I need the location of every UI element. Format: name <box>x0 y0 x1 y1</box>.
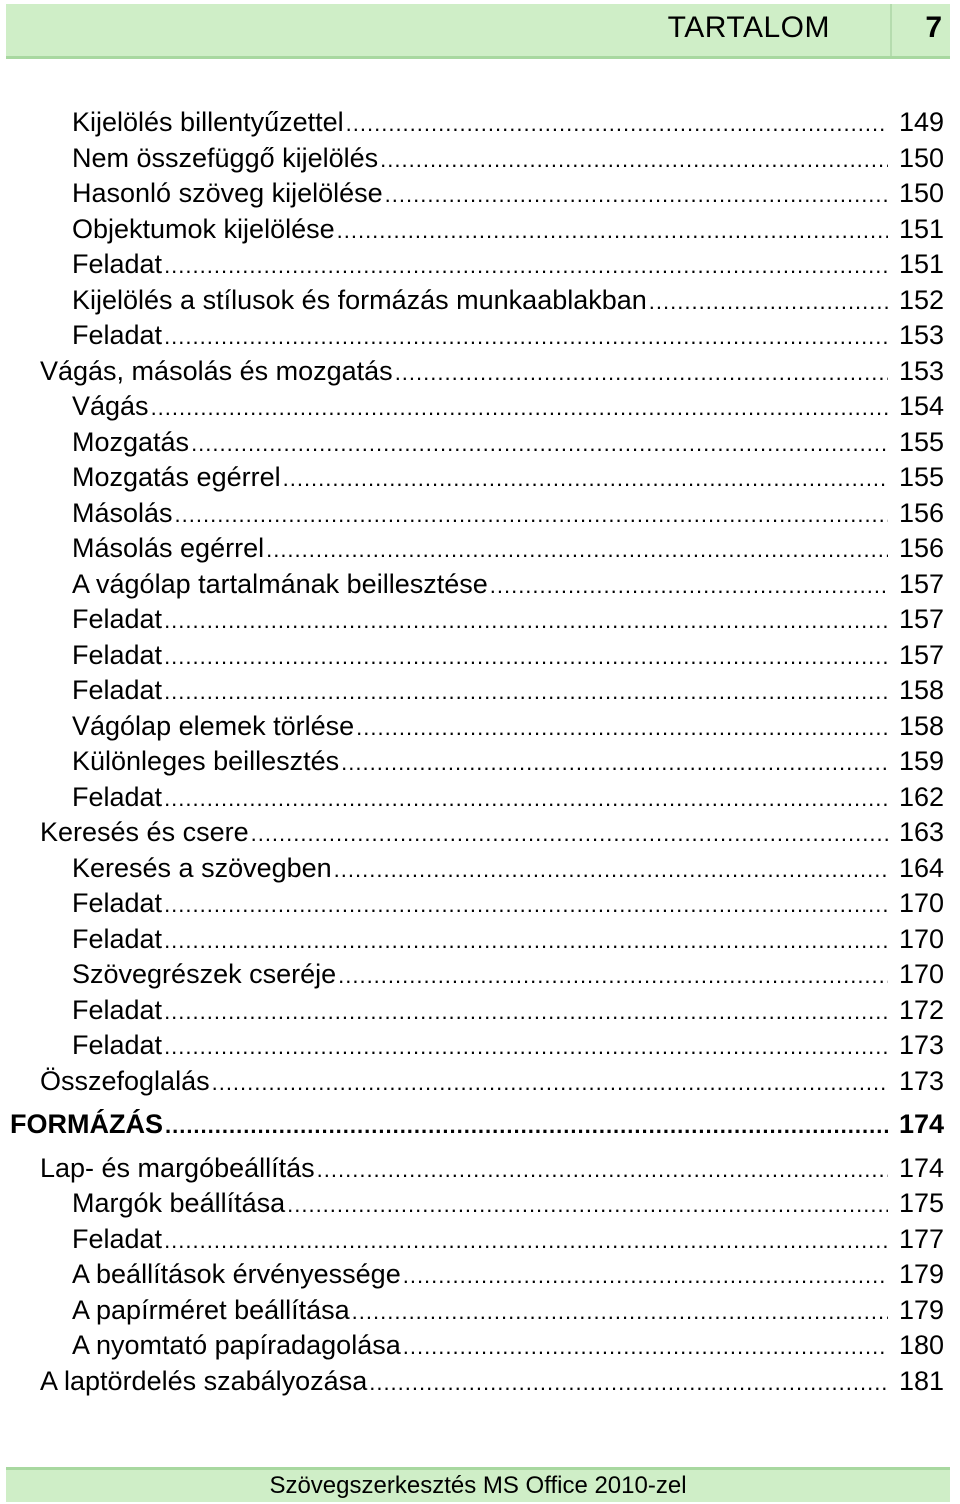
toc-dot-leader <box>403 1329 888 1365</box>
toc-dot-leader <box>212 1065 888 1101</box>
toc-entry[interactable] <box>0 353 960 389</box>
toc-entry-page: 162 <box>898 781 944 812</box>
toc-entry-title: Összefoglalás <box>40 1065 210 1096</box>
toc-entry-title: Objektumok kijelölése <box>72 213 335 244</box>
toc-entry-page: 151 <box>898 213 944 244</box>
toc-dot-leader <box>164 674 888 710</box>
toc-entry[interactable] <box>0 424 960 460</box>
toc-entry-title: A beállítások érvényessége <box>72 1259 401 1289</box>
toc-dot-leader <box>251 816 888 852</box>
toc-entry-title: Lap- és margóbeállítás <box>40 1152 315 1183</box>
toc-entry[interactable] <box>0 317 960 353</box>
toc-entry-title: Feladat <box>72 675 163 705</box>
toc-entry-page: 154 <box>898 391 944 421</box>
header-title: TARTALOM <box>667 11 830 44</box>
toc-entry-page: 174 <box>898 1109 944 1139</box>
toc-entry[interactable] <box>0 637 960 673</box>
toc-entry[interactable] <box>0 211 960 247</box>
toc-entry[interactable] <box>0 779 960 815</box>
toc-entry-title: Különleges beillesztés <box>72 746 340 776</box>
toc-entry-page: 158 <box>898 675 944 705</box>
toc-entry[interactable] <box>0 246 960 282</box>
toc-dot-leader <box>191 426 888 462</box>
toc-entry-title: Feladat <box>72 639 163 670</box>
toc-entry-title: Vágás <box>72 391 149 421</box>
toc-dot-leader <box>385 177 888 213</box>
toc-entry[interactable] <box>0 1063 960 1099</box>
toc-entry-title: A laptördelés szabályozása <box>40 1365 368 1396</box>
toc-entry[interactable] <box>0 1027 960 1063</box>
toc-entry-title: Feladat <box>72 994 163 1025</box>
toc-entry-page: 157 <box>898 604 944 634</box>
toc-entry-title: Feladat <box>72 888 163 918</box>
toc-entry-title: Feladat <box>72 1030 163 1060</box>
toc-entry-title: Mozgatás <box>72 426 190 457</box>
toc-entry[interactable] <box>0 175 960 211</box>
toc-entry-page: 151 <box>898 249 944 279</box>
toc-dot-leader <box>164 603 888 639</box>
toc-entry-title: FORMÁZÁS <box>10 1109 163 1139</box>
toc-entry-page: 181 <box>898 1365 944 1396</box>
toc-dot-leader <box>164 248 888 284</box>
toc-entry[interactable] <box>0 743 960 779</box>
toc-entry[interactable] <box>0 566 960 602</box>
toc-dot-leader <box>164 781 888 817</box>
toc-dot-leader <box>341 745 888 781</box>
toc-dot-leader <box>346 106 888 142</box>
toc-entry[interactable] <box>0 956 960 992</box>
toc-entry-title: Kijelölés billentyűzettel <box>72 107 344 137</box>
toc-entry-title: Vágólap elemek törlése <box>72 710 355 741</box>
toc-dot-leader <box>266 532 888 568</box>
toc-entry[interactable] <box>0 459 960 495</box>
toc-entry-page: 149 <box>898 107 944 137</box>
toc-entry-title: Mozgatás egérrel <box>72 462 281 492</box>
toc-entry[interactable] <box>0 850 960 886</box>
toc-entry-page: 173 <box>898 1065 944 1096</box>
toc-entry-page: 159 <box>898 746 944 776</box>
toc-dot-leader <box>403 1258 888 1294</box>
toc-entry-title: Keresés a szövegben <box>72 852 332 883</box>
page-header <box>6 4 950 59</box>
toc-dot-leader <box>164 639 888 675</box>
toc-dot-leader <box>337 213 888 249</box>
toc-dot-leader <box>164 923 888 959</box>
toc-entry[interactable] <box>0 814 960 850</box>
toc-dot-leader <box>164 1223 888 1259</box>
toc-entry-page: 155 <box>898 462 944 492</box>
toc-entry-title: A papírméret beállítása <box>72 1294 350 1325</box>
toc-dot-leader <box>395 355 888 391</box>
header-page-number: 7 <box>925 11 942 44</box>
toc-entry-page: 179 <box>898 1294 944 1325</box>
toc-entry[interactable] <box>0 885 960 921</box>
toc-entry[interactable] <box>0 921 960 957</box>
toc-dot-leader <box>287 1187 888 1223</box>
toc-entry-page: 179 <box>898 1259 944 1289</box>
toc-entry[interactable] <box>0 495 960 531</box>
toc-entry[interactable] <box>0 708 960 744</box>
toc-entry[interactable] <box>0 282 960 318</box>
toc-entry[interactable] <box>0 601 960 637</box>
toc-entry[interactable] <box>0 1363 960 1399</box>
toc-entry-page: 170 <box>898 959 944 989</box>
toc-entry[interactable] <box>0 1185 960 1221</box>
toc-entry-title: Szövegrészek cseréje <box>72 959 337 989</box>
toc-entry-page: 156 <box>898 497 944 528</box>
toc-entry-page: 175 <box>898 1188 944 1218</box>
toc-entry-page: 156 <box>898 533 944 563</box>
toc-entry-title: Hasonló szöveg kijelölése <box>72 178 383 208</box>
toc-entry-page: 158 <box>898 710 944 741</box>
toc-dot-leader <box>165 1108 888 1144</box>
toc-entry-title: Feladat <box>72 604 163 634</box>
toc-dot-leader <box>175 497 888 533</box>
toc-entry-title: Feladat <box>72 1223 163 1254</box>
toc-entry[interactable] <box>0 992 960 1028</box>
toc-dot-leader <box>380 142 888 178</box>
toc-entry[interactable] <box>0 1150 960 1186</box>
toc-entry-page: 153 <box>898 355 944 386</box>
toc-entry-page: 157 <box>898 568 944 599</box>
toc-entry-page: 155 <box>898 426 944 457</box>
toc-entry-page: 177 <box>898 1223 944 1254</box>
toc-entry-page: 170 <box>898 888 944 918</box>
toc-entry-title: Nem összefüggő kijelölés <box>72 142 379 173</box>
toc-entry[interactable] <box>0 140 960 176</box>
toc-entry-title: Feladat <box>72 320 163 350</box>
toc-entry-page: 173 <box>898 1030 944 1060</box>
toc-dot-leader <box>352 1294 888 1330</box>
page-footer <box>6 1467 950 1502</box>
toc-entry[interactable] <box>0 388 960 424</box>
toc-entry-page: 174 <box>898 1152 944 1183</box>
toc-entry-page: 180 <box>898 1330 944 1360</box>
toc-entry-page: 150 <box>898 178 944 208</box>
toc-entry[interactable] <box>0 104 960 140</box>
toc-entry-page: 153 <box>898 320 944 350</box>
toc-dot-leader <box>164 887 888 923</box>
toc-entry-title: A vágólap tartalmának beillesztése <box>72 568 488 599</box>
toc-dot-leader <box>317 1152 888 1188</box>
toc-entry-page: 157 <box>898 639 944 670</box>
toc-entry-title: Vágás, másolás és mozgatás <box>40 355 393 386</box>
toc-entry[interactable] <box>0 1256 960 1292</box>
toc-dot-leader <box>164 319 888 355</box>
toc-entry-title: A nyomtató papíradagolása <box>72 1330 401 1360</box>
toc-dot-leader <box>490 568 888 604</box>
toc-entry[interactable] <box>0 1221 960 1257</box>
toc-dot-leader <box>151 390 888 426</box>
toc-entry-title: Kijelölés a stílusok és formázás munkaablakban <box>72 284 647 315</box>
toc-entry-title: Másolás egérrel <box>72 533 265 563</box>
toc-entry-page: 172 <box>898 994 944 1025</box>
toc-dot-leader <box>164 1029 888 1065</box>
toc-entry-title: Másolás <box>72 497 173 528</box>
toc-dot-leader <box>356 710 888 746</box>
toc-dot-leader <box>369 1365 888 1401</box>
toc-entry-page: 150 <box>898 142 944 173</box>
toc-dot-leader <box>334 852 888 888</box>
toc-entry[interactable] <box>0 1292 960 1328</box>
toc-entry-page: 170 <box>898 923 944 954</box>
footer-text: Szövegszerkesztés MS Office 2010-zel <box>269 1472 687 1499</box>
toc-entry[interactable] <box>0 1106 960 1142</box>
toc-entry[interactable] <box>0 530 960 566</box>
toc-entry-title: Keresés és csere <box>40 817 249 847</box>
toc-dot-leader <box>283 461 888 497</box>
toc-entry-title: Margók beállítása <box>72 1188 286 1218</box>
header-divider <box>890 4 892 56</box>
toc-entry-title: Feladat <box>72 781 163 812</box>
toc-dot-leader <box>164 994 888 1030</box>
toc-entry-page: 163 <box>898 817 944 847</box>
toc-entry[interactable] <box>0 672 960 708</box>
toc-dot-leader <box>649 284 888 320</box>
toc-entry-title: Feladat <box>72 249 163 279</box>
toc-entry-page: 164 <box>898 852 944 883</box>
toc-entry[interactable] <box>0 1327 960 1363</box>
toc-entry-title: Feladat <box>72 923 163 954</box>
toc-dot-leader <box>338 958 888 994</box>
toc-entry-page: 152 <box>898 284 944 315</box>
